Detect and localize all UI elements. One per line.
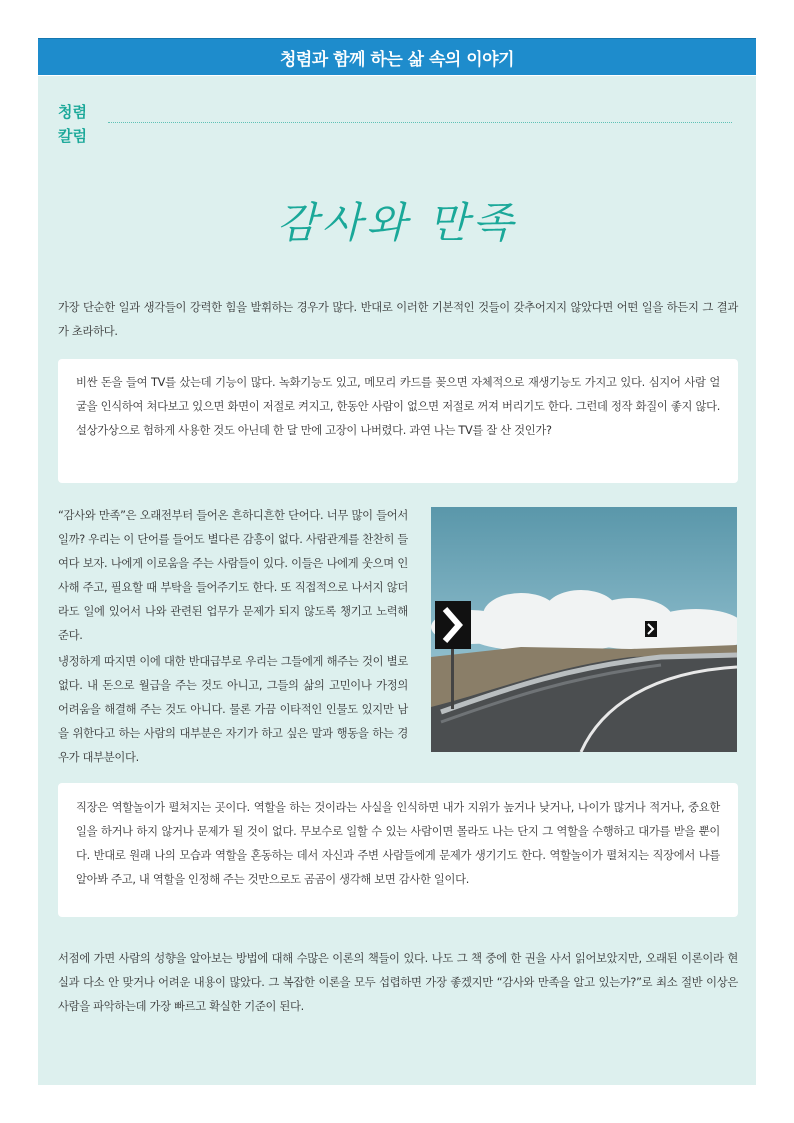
- quote-card-1-text: 비싼 돈을 들여 TV를 샀는데 기능이 많다. 녹화기능도 있고, 메모리 카드를 꽂으면 자체적으로 재생기능도 가지고 있다. 심지어 사람 얼굴을 인식하여 쳐다보고 있으면 화면이 저절로 켜지고, 한동안 사람이 없으면 저절로 꺼져 버리기도 한다. 그런데 정작 화질이 좋지 않다. 설상가상으로 험하게 사용한 것도 아닌데 한 달 만에 고장이 나버렸다. 과연 나는 TV를 잘 산 것인가?: [76, 376, 720, 437]
- column-label-line1: 청렴: [58, 103, 87, 121]
- column-label: [58, 100, 87, 148]
- header-title: 청렴과 함께 하는 삶 속의 이야기: [279, 49, 515, 70]
- body-paragraph-2: 냉정하게 따지면 이에 대한 반대급부로 우리는 그들에게 해주는 것이 별로 없다. 내 돈으로 월급을 주는 것도 아니고, 그들의 삶의 고민이나 가정의 어려움을 해결해 주는 것도 아니다. 물론 가끔 이타적인 인물도 있지만 남을 위한다고 하는 사람의 대부분은 자기가 하고 싶은 말과 행동을 하는 경우가 대부분이다.: [58, 655, 408, 764]
- dotted-divider: [108, 122, 732, 123]
- quote-card-2: [58, 783, 738, 917]
- article-title: 감사와 만족: [276, 198, 518, 247]
- closing-paragraph: 서점에 가면 사람의 성향을 알아보는 방법에 대해 수많은 이론의 책들이 있다. 나도 그 책 중에 한 권을 사서 읽어보았지만, 오래된 이론이라 현실과 다소 안 맞거나 어려운 내용이 많았다. 그 복잡한 이론을 모두 섭렵하면 가장 좋겠지만 “감사와 만족을 알고 있는가?”로 최소 절반 이상은 사람을 파악하는데 가장 빠르고 확실한 기준이 된다.: [58, 952, 738, 1013]
- header-bar: [38, 38, 756, 75]
- quote-card-1: [58, 359, 738, 483]
- quote-card-2-text: 직장은 역할놀이가 펼쳐지는 곳이다. 역할을 하는 것이라는 사실을 인식하면 내가 지위가 높거나 낮거나, 나이가 많거나 적거나, 중요한 일을 하거나 하지 않거나 문제가 될 것이 없다. 무보수로 일할 수 있는 사람이면 몰라도 나는 단지 그 역할을 수행하고 대가를 받을 뿐이다. 반대로 원래 나의 모습과 역할을 혼동하는 데서 자신과 주변 사람들에게 문제가 생기기도 한다. 역할놀이가 펼쳐지는 직장에서 나를 알아봐 주고, 내 역할을 인정해 주는 것만으로도 곰곰이 생각해 보면 감사한 일이다.: [76, 801, 720, 886]
- column-label-line2: 칼럼: [58, 127, 87, 145]
- road-photo: [431, 507, 737, 752]
- body-paragraph-1: “감사와 만족”은 오래전부터 들어온 흔하디흔한 단어다. 너무 많이 들어서일까? 우리는 이 단어를 들어도 별다른 감흥이 없다. 사람관계를 찬찬히 들여다 보자. 나에게 이로움을 주는 사람들이 있다. 이들은 나에게 웃으며 인사해 주고, 필요할 때 부탁을 들어주기도 한다. 또 직접적으로 나서지 않더라도 일에 있어서 나와 관련된 업무가 문제가 되지 않도록 챙기고 노력해 준다.: [58, 509, 408, 642]
- intro-paragraph: 가장 단순한 일과 생각들이 강력한 힘을 발휘하는 경우가 많다. 반대로 이러한 기본적인 것들이 갖추어지지 않았다면 어떤 일을 하든지 그 결과가 초라하다.: [58, 301, 738, 338]
